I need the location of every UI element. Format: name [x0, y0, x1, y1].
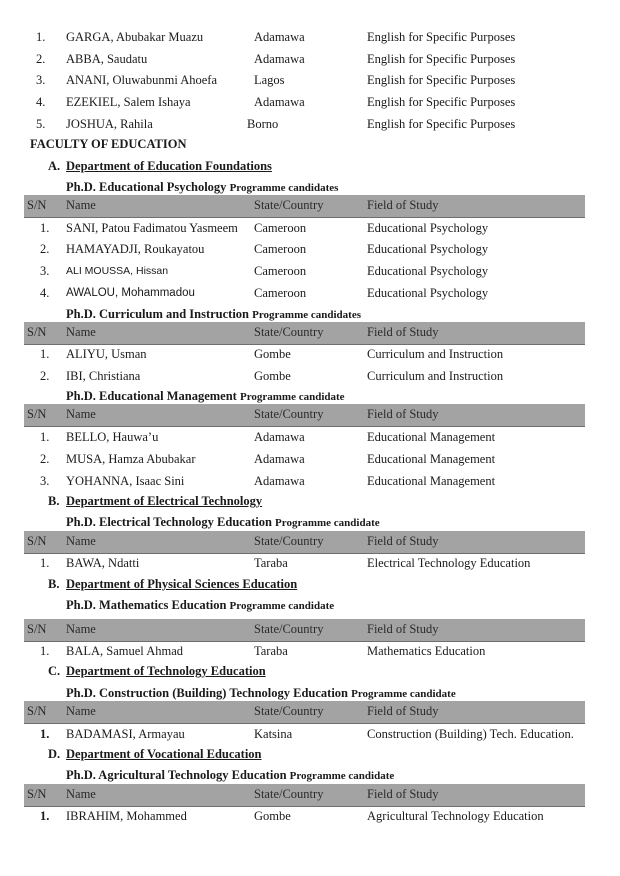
department-heading: [48, 159, 272, 174]
field: Educational Management: [367, 452, 496, 466]
programme-title: Ph.D. Electrical Technology Education: [66, 515, 272, 529]
state: Adamawa: [254, 474, 305, 488]
candidate-name: ALI MOUSSA, Hissan: [66, 265, 169, 277]
programme-title: Ph.D. Educational Management: [66, 389, 237, 403]
candidate-name: HAMAYADJI, Roukayatou: [66, 242, 205, 256]
department-letter: A.: [48, 159, 61, 173]
department-heading: [48, 664, 266, 679]
candidate-name: AWALOU, Mohammadou: [66, 287, 195, 299]
state: Lagos: [254, 73, 285, 87]
programme-suffix: Programme candidate: [239, 391, 345, 403]
table-header: [24, 322, 585, 345]
programme-title: Ph.D. Educational Psychology: [66, 180, 227, 194]
candidate-name: IBI, Christiana: [66, 369, 141, 383]
table-header: [24, 784, 585, 807]
programme-heading: [66, 307, 361, 322]
candidate-name: ALIYU, Usman: [66, 347, 147, 361]
candidate-name: BALA, Samuel Ahmad: [66, 644, 184, 658]
header-sn: S/N: [27, 787, 47, 801]
candidate-name: MUSA, Hamza Abubakar: [66, 452, 196, 466]
sn: 5.: [36, 117, 46, 131]
sn: 1.: [36, 30, 46, 44]
sn: 1.: [40, 347, 50, 361]
header-field: Field of Study: [367, 787, 439, 801]
header-state: State/Country: [254, 325, 324, 339]
state: Cameroon: [254, 286, 307, 300]
header-field: Field of Study: [367, 198, 439, 212]
field: Educational Psychology: [367, 286, 489, 300]
header-sn: S/N: [27, 534, 47, 548]
department-title: Department of Electrical Technology: [66, 494, 263, 508]
header-state: State/Country: [254, 407, 324, 421]
field: Educational Psychology: [367, 221, 489, 235]
candidate-name: ABBA, Saudatu: [66, 52, 148, 66]
field: Agricultural Technology Education: [367, 809, 544, 823]
candidate-name: IBRAHIM, Mohammed: [66, 809, 187, 823]
header-state: State/Country: [254, 622, 324, 636]
table-header: [24, 195, 585, 218]
programme-suffix: Programme candidates: [252, 309, 362, 321]
programme-title: Ph.D. Curriculum and Instruction: [66, 307, 250, 321]
programme-heading: [66, 768, 394, 783]
header-name: Name: [66, 407, 96, 421]
header-sn: S/N: [27, 704, 47, 718]
programme-title: Ph.D. Mathematics Education: [66, 598, 227, 612]
sn: 2.: [40, 242, 50, 256]
header-name: Name: [66, 534, 96, 548]
state: Gombe: [254, 369, 291, 383]
programme-heading: [66, 686, 456, 701]
department-heading: [48, 747, 262, 762]
header-name: Name: [66, 787, 96, 801]
header-field: Field of Study: [367, 534, 439, 548]
sn: 3.: [40, 474, 50, 488]
header-field: Field of Study: [367, 622, 439, 636]
header-name: Name: [66, 622, 96, 636]
field: Educational Management: [367, 474, 496, 488]
programme-suffix: Programme candidate: [229, 600, 335, 612]
field: English for Specific Purposes: [367, 117, 516, 131]
state: Cameroon: [254, 264, 307, 278]
faculty-heading: FACULTY OF EDUCATION: [30, 137, 187, 151]
field: Mathematics Education: [367, 644, 486, 658]
field: English for Specific Purposes: [367, 52, 516, 66]
field: English for Specific Purposes: [367, 95, 516, 109]
state: Adamawa: [254, 452, 305, 466]
state: Gombe: [254, 809, 291, 823]
state: Cameroon: [254, 242, 307, 256]
sn: 1.: [40, 221, 50, 235]
programme-suffix: Programme candidate: [289, 770, 395, 782]
state: Borno: [247, 117, 279, 131]
header-state: State/Country: [254, 198, 324, 212]
header-field: Field of Study: [367, 704, 439, 718]
candidate-name: EZEKIEL, Salem Ishaya: [66, 95, 191, 109]
programme-heading: [66, 598, 334, 613]
candidate-name: JOSHUA, Rahila: [66, 117, 153, 131]
field: Electrical Technology Education: [367, 556, 531, 570]
department-heading: [48, 577, 297, 592]
sn: 1.: [40, 644, 50, 658]
table-header: [24, 404, 585, 427]
department-letter: D.: [48, 747, 61, 761]
field: English for Specific Purposes: [367, 73, 516, 87]
department-title: Department of Technology Education: [66, 664, 266, 678]
header-state: State/Country: [254, 534, 324, 548]
header-name: Name: [66, 198, 96, 212]
state: Taraba: [254, 556, 288, 570]
field: Curriculum and Instruction: [367, 369, 504, 383]
header-sn: S/N: [27, 622, 47, 636]
state: Katsina: [254, 727, 293, 741]
header-state: State/Country: [254, 704, 324, 718]
field: Curriculum and Instruction: [367, 347, 504, 361]
candidate-name: ANANI, Oluwabunmi Ahoefa: [66, 73, 218, 87]
programme-title: Ph.D. Agricultural Technology Education: [66, 768, 287, 782]
candidate-name: YOHANNA, Isaac Sini: [66, 474, 185, 488]
sn: 2.: [40, 452, 50, 466]
sn: 1.: [40, 809, 50, 823]
state: Adamawa: [254, 52, 305, 66]
programme-title: Ph.D. Construction (Building) Technology Education: [66, 686, 349, 700]
state: Taraba: [254, 644, 288, 658]
sn: 2.: [40, 369, 50, 383]
programme-heading: [66, 180, 338, 195]
candidate-name: BADAMASI, Armayau: [66, 727, 185, 741]
header-name: Name: [66, 325, 96, 339]
programme-heading: [66, 515, 380, 530]
candidate-name: BELLO, Hauwa’u: [66, 430, 159, 444]
sn: 3.: [40, 264, 50, 278]
header-field: Field of Study: [367, 407, 439, 421]
department-title: Department of Education Foundations: [66, 159, 272, 173]
table-header: [24, 701, 585, 724]
sn: 2.: [36, 52, 46, 66]
field: Educational Psychology: [367, 242, 489, 256]
field: Educational Psychology: [367, 264, 489, 278]
programme-suffix: Programme candidate: [275, 517, 380, 529]
sn: 3.: [36, 73, 46, 87]
department-letter: B.: [48, 577, 60, 591]
programme-heading: [66, 389, 345, 404]
programme-suffix: Programme candidates: [229, 182, 339, 194]
state: Adamawa: [254, 95, 305, 109]
state: Adamawa: [254, 30, 305, 44]
table-header: [24, 619, 585, 642]
programme-suffix: Programme candidate: [351, 688, 456, 700]
header-sn: S/N: [27, 325, 47, 339]
candidate-name: GARGA, Abubakar Muazu: [66, 30, 204, 44]
sn: 1.: [40, 727, 50, 741]
department-title: Department of Vocational Education: [66, 747, 262, 761]
department-letter: B.: [48, 494, 60, 508]
field: Construction (Building) Tech. Education.: [367, 727, 574, 741]
header-sn: S/N: [27, 198, 47, 212]
candidate-name: BAWA, Ndatti: [66, 556, 140, 570]
header-name: Name: [66, 704, 96, 718]
department-title: Department of Physical Sciences Education: [66, 577, 298, 591]
field: English for Specific Purposes: [367, 30, 516, 44]
department-letter: C.: [48, 664, 61, 678]
sn: 1.: [40, 556, 50, 570]
header-sn: S/N: [27, 407, 47, 421]
state: Gombe: [254, 347, 291, 361]
state: Adamawa: [254, 430, 305, 444]
sn: 1.: [40, 430, 50, 444]
department-heading: [48, 494, 262, 509]
field: Educational Management: [367, 430, 496, 444]
header-state: State/Country: [254, 787, 324, 801]
header-field: Field of Study: [367, 325, 439, 339]
sn: 4.: [40, 286, 50, 300]
state: Cameroon: [254, 221, 307, 235]
candidate-name: SANI, Patou Fadimatou Yasmeem: [66, 221, 238, 235]
sn: 4.: [36, 95, 46, 109]
table-header: [24, 531, 585, 554]
